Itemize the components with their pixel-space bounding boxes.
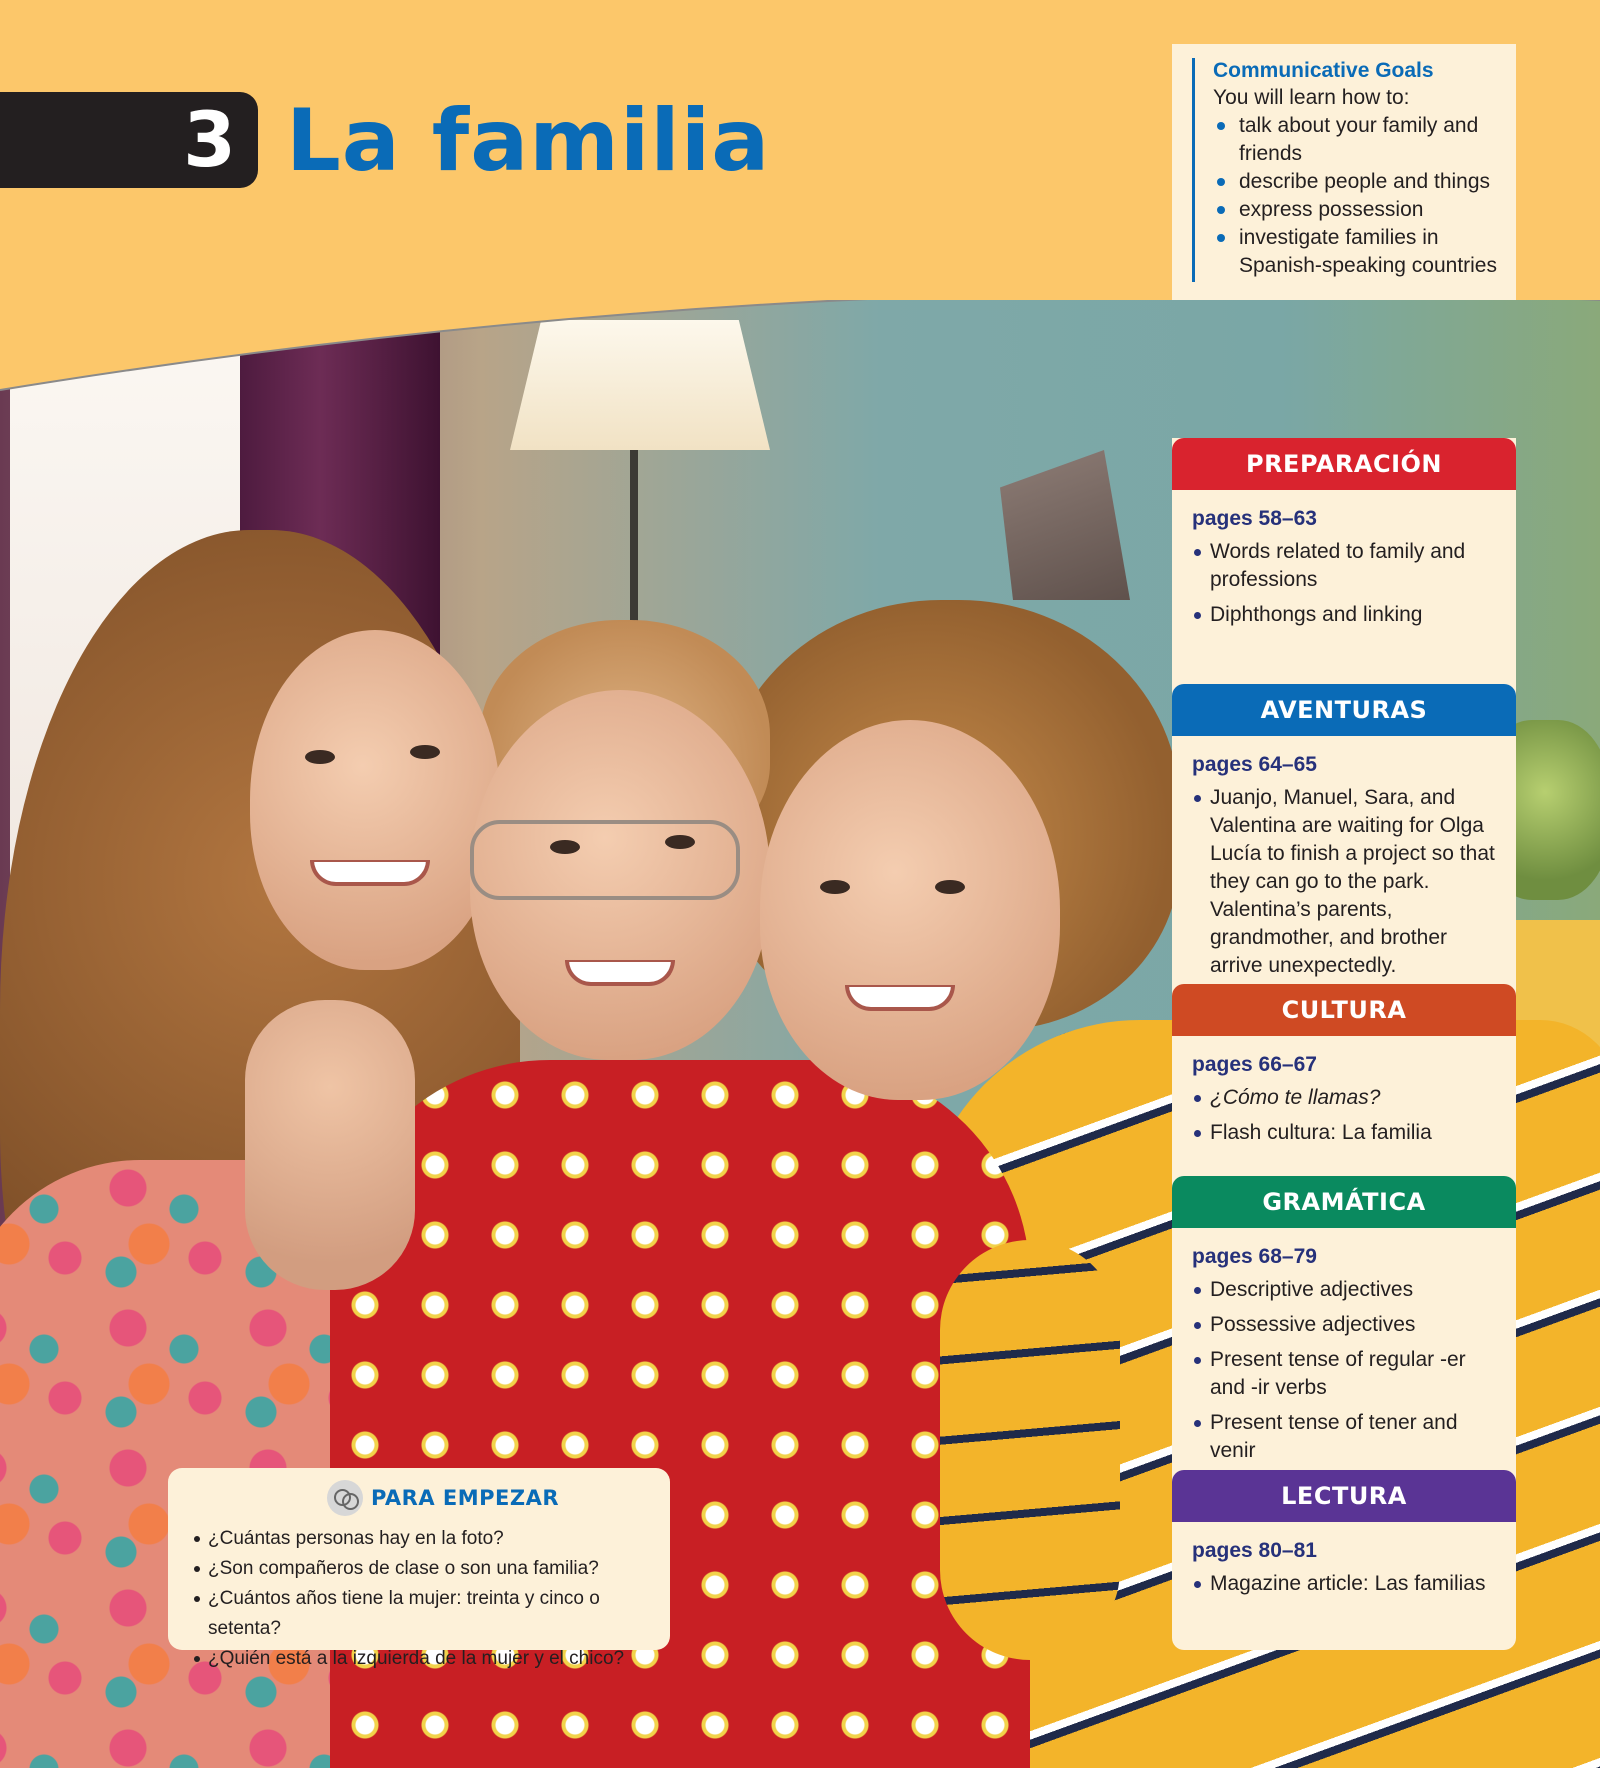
section-lectura	[1172, 1470, 1516, 1650]
grandmother-glasses	[470, 820, 740, 900]
photo-curved-edge	[0, 300, 1600, 410]
woman-smile	[310, 860, 430, 886]
chapter-contents-sidebar	[1172, 438, 1516, 1650]
pair-work-icon	[327, 1480, 363, 1516]
section-aventuras	[1172, 684, 1516, 984]
section-header-gramatica: GRAMÁTICA	[1172, 1176, 1516, 1228]
goals-list	[1213, 112, 1498, 280]
goal-item: investigate families in Spanish-speaking countries	[1213, 224, 1498, 280]
section-item: Diphthongs and linking	[1192, 601, 1500, 629]
woman-face	[250, 630, 500, 970]
section-item: Possessive adjectives	[1192, 1311, 1500, 1339]
section-item: Descriptive adjectives	[1192, 1276, 1500, 1304]
boy-eye	[935, 880, 965, 894]
boy-arm	[940, 1240, 1120, 1660]
section-header-cultura: CULTURA	[1172, 984, 1516, 1036]
goal-item: express possession	[1213, 196, 1498, 224]
section-pages: pages 64–65	[1192, 753, 1317, 776]
section-header-preparacion: PREPARACIÓN	[1172, 438, 1516, 490]
chapter-number-bar	[0, 92, 258, 188]
section-item: Present tense of regular -er and -ir verbs	[1192, 1346, 1500, 1402]
section-item: Juanjo, Manuel, Sara, and Valentina are waiting for Olga Lucía to finish a project so that they can go to the park. Valentina’s parents, grandmother, and brother arrive unexpectedly.	[1192, 784, 1500, 980]
para-empezar-questions	[192, 1524, 654, 1674]
section-preparacion	[1172, 438, 1516, 684]
boy-smile	[845, 985, 955, 1011]
section-pages: pages 66–67	[1192, 1053, 1317, 1076]
section-header-lectura: LECTURA	[1172, 1470, 1516, 1522]
section-header-aventuras: AVENTURAS	[1172, 684, 1516, 736]
chapter-title: La familia	[286, 91, 771, 191]
boy-face	[760, 720, 1060, 1100]
woman-eye	[410, 745, 440, 759]
woman-hand	[245, 1000, 415, 1290]
goal-item: describe people and things	[1213, 168, 1498, 196]
chapter-number: 3	[183, 95, 236, 184]
goals-intro: You will learn how to:	[1213, 86, 1410, 109]
section-gramatica	[1172, 1176, 1516, 1470]
section-item: Present tense of tener and venir	[1192, 1409, 1500, 1465]
section-pages: pages 80–81	[1192, 1539, 1317, 1562]
woman-eye	[305, 750, 335, 764]
section-cultura	[1172, 984, 1516, 1176]
goals-heading: Communicative Goals	[1213, 59, 1434, 82]
boy-eye	[820, 880, 850, 894]
section-item: ¿Cómo te llamas?	[1192, 1084, 1500, 1112]
grandmother-smile	[565, 960, 675, 986]
section-item: Flash cultura: La familia	[1192, 1119, 1500, 1147]
section-pages: pages 58–63	[1192, 507, 1317, 530]
para-empezar-title: PARA EMPEZAR	[370, 1486, 560, 1510]
section-item: Words related to family and professions	[1192, 538, 1500, 594]
communicative-goals-box	[1172, 44, 1516, 300]
section-pages: pages 68–79	[1192, 1245, 1317, 1268]
photo-wall-bag	[1000, 450, 1130, 600]
question-item: ¿Cuántos años tiene la mujer: treinta y cinco o setenta?	[192, 1584, 654, 1644]
question-item: ¿Quién está a la izquierda de la mujer y el chico?	[192, 1644, 654, 1674]
goal-item: talk about your family and friends	[1213, 112, 1498, 168]
section-item: Magazine article: Las familias	[1192, 1570, 1500, 1598]
question-item: ¿Cuántas personas hay en la foto?	[192, 1524, 654, 1554]
question-item: ¿Son compañeros de clase o son una familia?	[192, 1554, 654, 1584]
para-empezar-box	[168, 1468, 670, 1669]
